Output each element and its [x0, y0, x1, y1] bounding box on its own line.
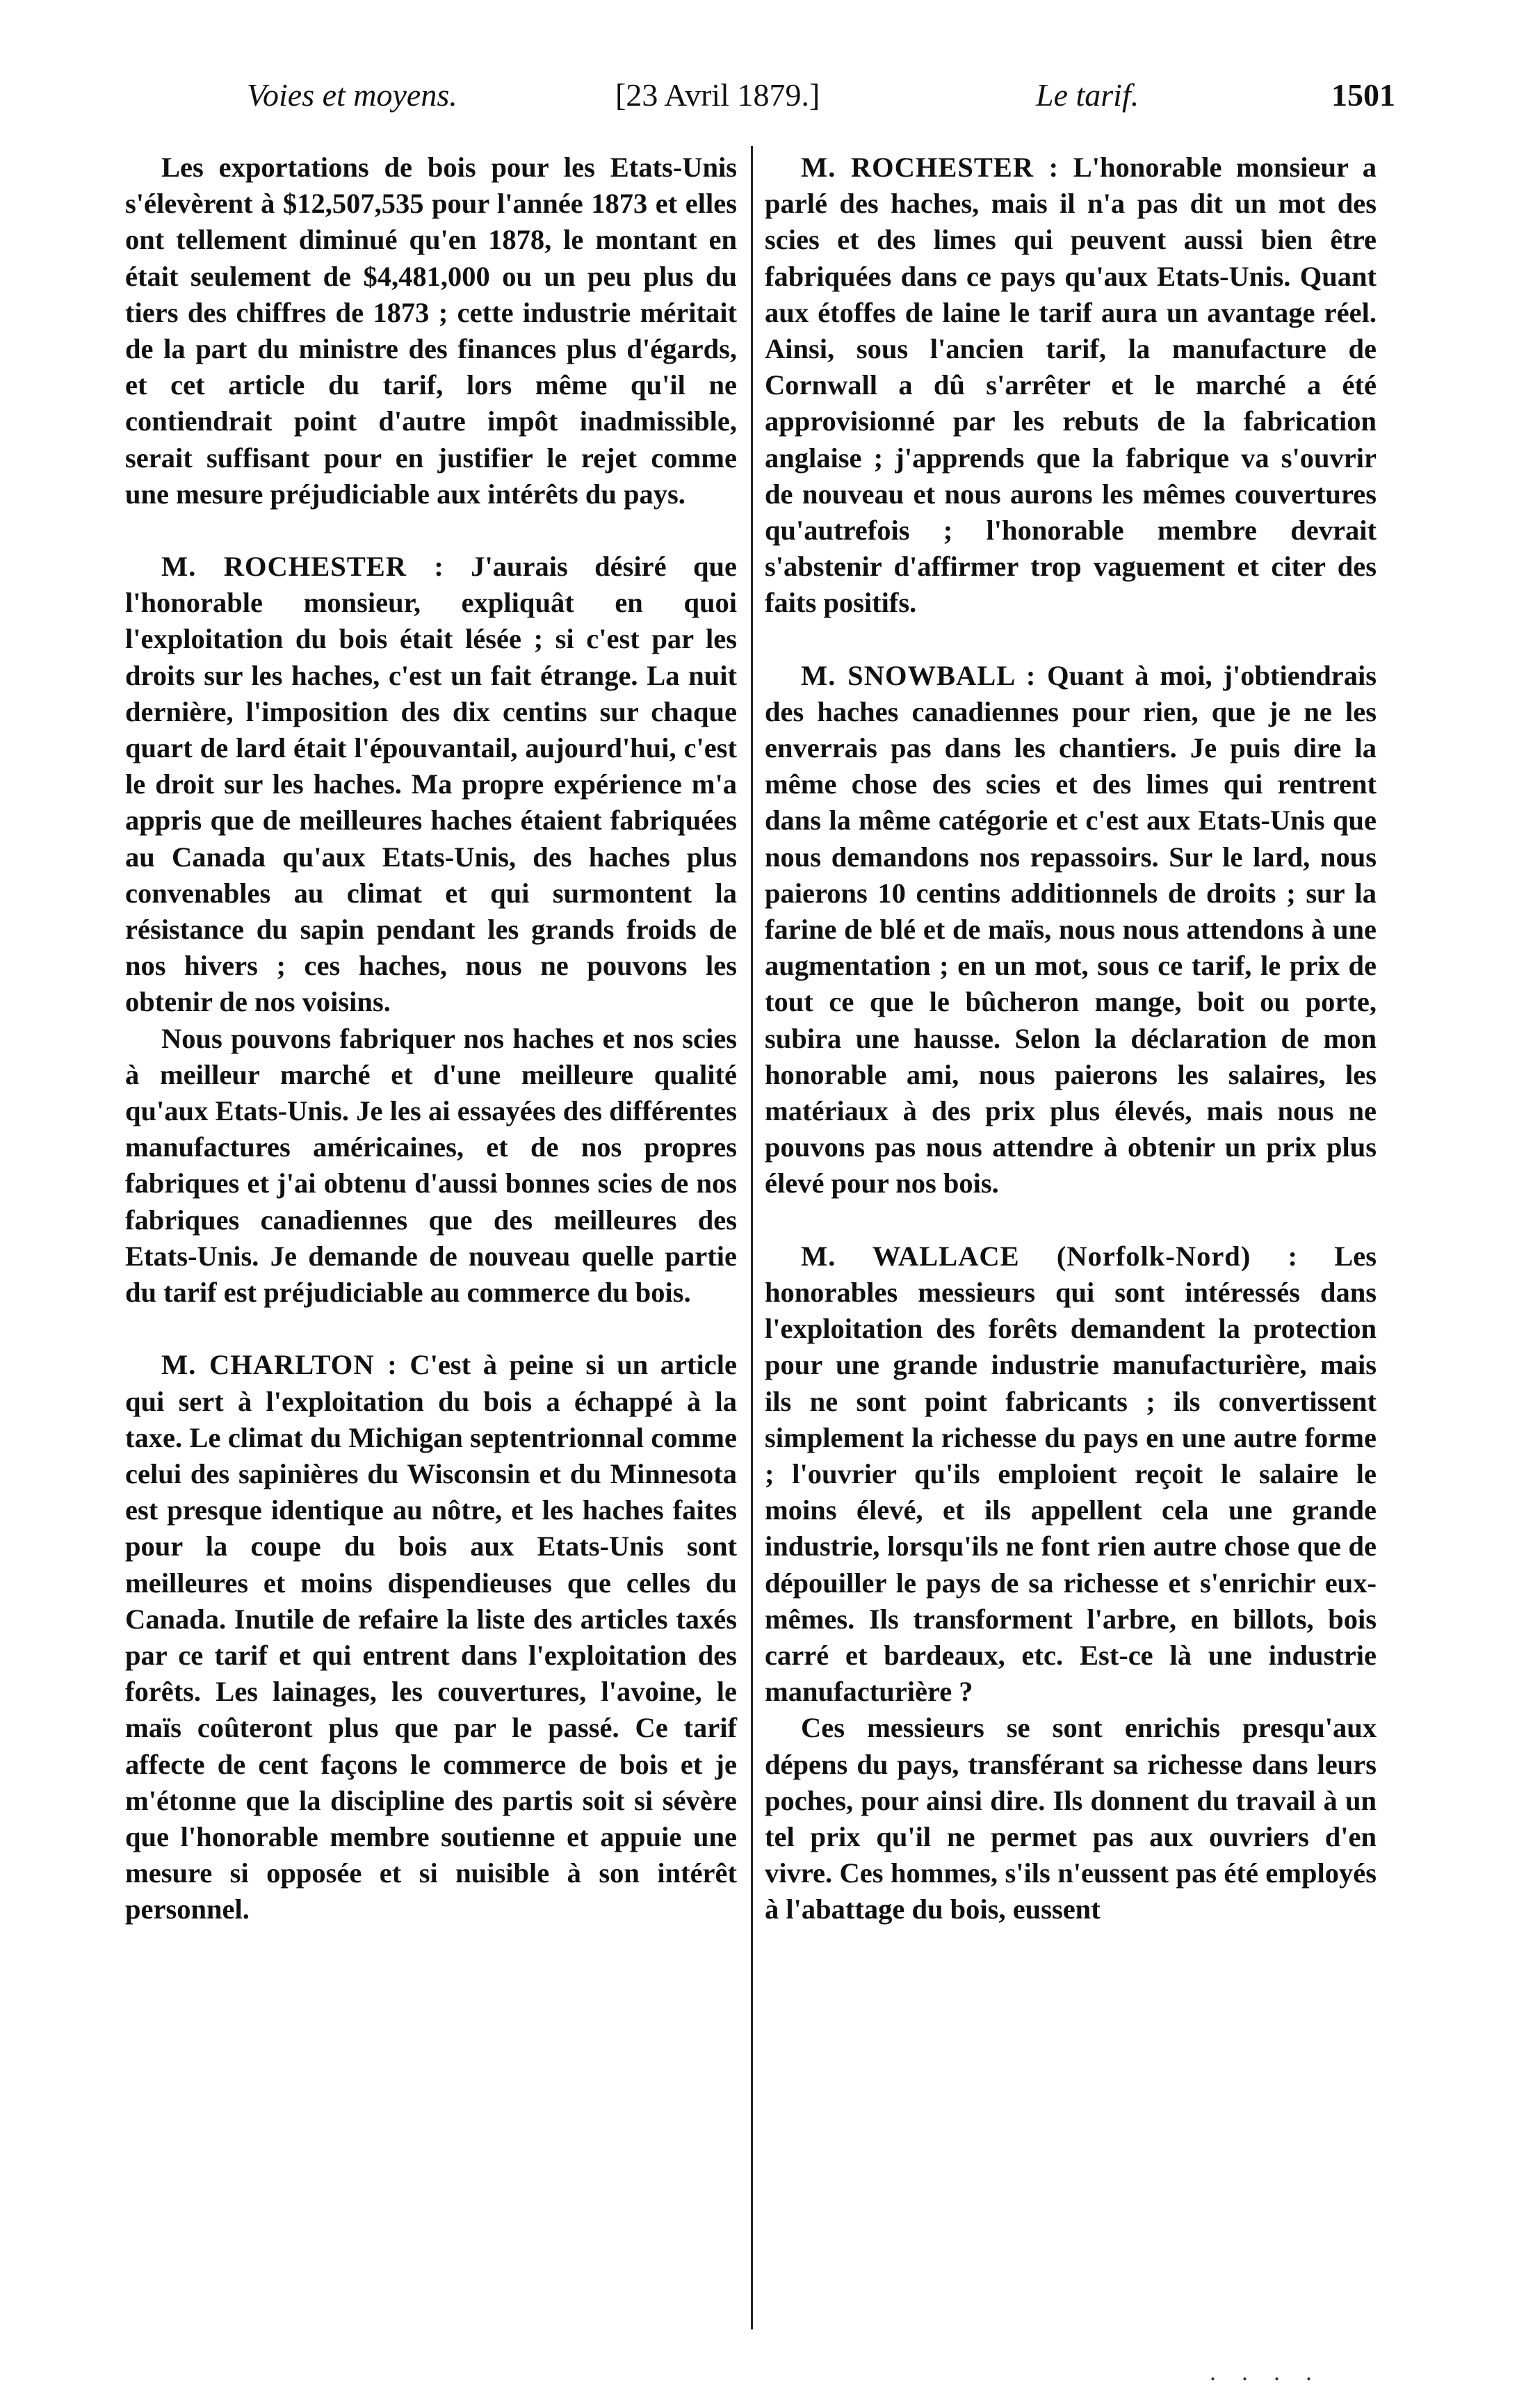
paragraph-rochester-3 [765, 150, 1377, 622]
speech-text: J'aurais désiré que l'honorable monsieur, expliquât en quoi l'exploitation du bois était lésée ; si c'est par les droits sur les haches, c'est un fait étrange. La nuit dernière, l'imposition des dix centins sur chaque quart de lard était l'épouvantail, aujourd'hui, c'est le droit sur les haches. Ma propre expérience m'a appris que de meilleures haches étaient fabriquées au Canada qu'aux Etats-Unis, des haches plus convenables au climat et qui surmontent la résistance du sapin pendant les grands froids de nos hivers ; ces haches, nous ne pouvons les obtenir de nos voisins. [125, 551, 738, 1018]
speaker-name: M. ROCHESTER : [801, 152, 1060, 183]
footer-mark: . . . . [1210, 2358, 1322, 2386]
header-date: [23 Avril 1879.] [615, 77, 820, 113]
paragraph-rochester-1 [125, 549, 737, 1021]
paragraph-rochester-2: Nous pouvons fabriquer nos haches et nos scies à meilleur marché et d'une meilleure qualité qu'aux Etats-Unis. Je les ai essayées des différentes manufactures américaines, et de nos propres fabriques et j'ai obtenu d'aussi bonnes scies de nos fabriques canadiennes que des meilleures des Etats-Unis. Je demande de nouveau quelle partie du tarif est préjudiciable au commerce du bois. [125, 1022, 737, 1309]
paragraph-wallace-1 [765, 1238, 1377, 1711]
page-number: 1501 [1331, 77, 1395, 113]
speaker-name: M. ROCHESTER : [161, 551, 444, 583]
speech-text: L'honorable monsieur a parlé des haches, mais il n'a pas dit un mot des scies et des limes qui peuvent aussi bien être fabriquées dans ce pays qu'aux Etats-Unis. Quant aux étoffes de laine le tarif aura un avantage réel. Ainsi, sous l'ancien tarif, la manufacture de Cornwall a dû s'arrêter et le marché a été approvisionné par les rebuts de la fabrication anglaise ; j'apprends que la fabrique va s'ouvrir de nouveau et nous aurons les mêmes couvertures qu'autrefois ; l'honorable membre devrait s'abstenir d'affirmer trop vaguement et citer des faits positifs. [765, 152, 1377, 619]
paragraph-charlton [125, 1347, 737, 1928]
speech-text: Les honorables messieurs qui sont intéressés dans l'exploitation des forêts demandent la protection pour une grande industrie manufacturière, mais ils ne sont point fabricants ; ils convertissent simplement la richesse du pays en une autre forme ; l'ouvrier qu'ils emploient reçoit le salaire le moins élevé, et ils appellent cela une grande industrie, lorsqu'ils ne font rien autre chose que de dépouiller le pays de sa richesse et s'enrichir eux-mêmes. Ils transforment l'arbre, en billots, bois carré et bardeaux, etc. Est-ce là une industrie manufacturière ? [765, 1240, 1377, 1708]
speaker-name: M. SNOWBALL : [801, 659, 1037, 691]
right-column [765, 150, 1377, 1928]
header-section-title: Voies et moyens. [247, 77, 457, 113]
paragraph-snowball [765, 658, 1377, 1202]
speech-text: Quant à moi, j'obtiendrais des haches canadiennes pour rien, que je ne les enverrais pas dans les chantiers. Je puis dire la même chose des scies et des limes qui rentrent dans la même catégorie et c'est aux Etats-Unis que nous demandons nos repassoirs. Sur le lard, nous paierons 10 centins additionnels de droits ; sur la farine de blé et de maïs, nous nous attendons à une augmentation ; en un mot, sous ce tarif, le prix de tout ce que le bûcheron mange, boit ou porte, subira une hausse. Selon la déclaration de mon honorable ami, nous paierons les salaires, les matériaux à des prix plus élevés, mais nous ne pouvons pas nous attendre à obtenir un prix plus élevé pour nos bois. [765, 659, 1377, 1199]
paragraph-exports: Les exportations de bois pour les Etats-Unis s'élevèrent à $12,507,535 pour l'année 1873 et elles ont tellement diminué qu'en 1878, le montant en était seulement de $4,481,000 ou un peu plus du tiers des chiffres de 1873 ; cette industrie méritait de la part du ministre des finances plus d'égards, et cet article du tarif, lors même qu'il ne contiendrait point d'autre impôt inadmissible, serait suffisant pour en justifier le rejet comme une mesure préjudiciable aux intérêts du pays. [125, 152, 737, 510]
column-divider [751, 146, 753, 2329]
header-topic: Le tarif. [1036, 77, 1139, 113]
left-column [125, 150, 737, 1928]
running-header [0, 76, 1526, 125]
speaker-name: M. CHARLTON : [161, 1349, 398, 1381]
speaker-name: M. WALLACE (Norfolk-Nord) : [801, 1240, 1299, 1272]
paragraph-wallace-2: Ces messieurs se sont enrichis presqu'aux dépens du pays, transférant sa richesse dans leurs poches, pour ainsi dire. Ils donnent du travail à un tel prix qu'il ne permet pas aux ouvriers d'en vivre. Ces hommes, s'ils n'eussent pas été employés à l'abattage du bois, eussent [765, 1712, 1377, 1925]
speech-text: C'est à peine si un article qui sert à l'exploitation du bois a échappé à la taxe. Le climat du Michigan septentrionnal comme celui des sapinières du Wisconsin et du Minnesota est presque identique au nôtre, et les haches faites pour la coupe du bois aux Etats-Unis sont meilleures et moins dispendieuses que celles du Canada. Inutile de refaire la liste des articles taxés par ce tarif et qui entrent dans l'exploitation des forêts. Les lainages, les couvertures, l'avoine, le maïs coûteront plus que par le passé. Ce tarif affecte de cent façons le commerce de bois et je m'étonne que la discipline des partis soit si sévère que l'honorable membre soutienne et appuie une mesure si opposée et si nuisible à son intérêt personnel. [125, 1349, 737, 1925]
